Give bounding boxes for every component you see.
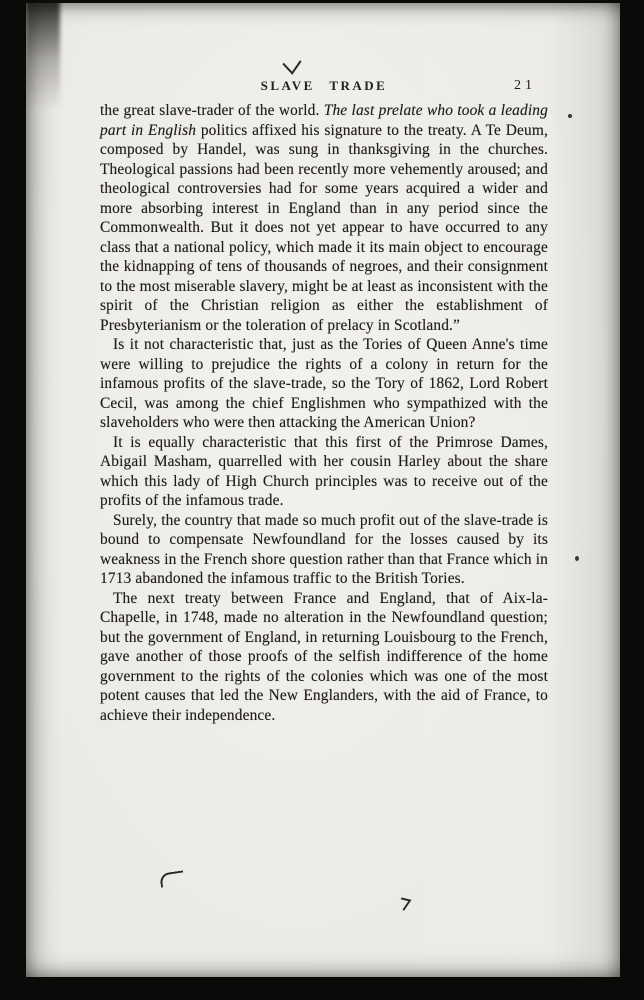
paragraph xyxy=(100,101,548,335)
ink-blob xyxy=(4,128,22,152)
ink-blob xyxy=(8,638,15,647)
page-number: 21 xyxy=(514,78,536,93)
paragraph: Is it not characteristic that, just as the Tories of Queen Anne's time were willing to prejudice the rights of a colony in return for the infamous profits of the slave-trade, so the Tory of 1862, Lord Robert Cecil, was among the chief Englishmen who sympathized with the slaveholders who were then attacking the American Union? xyxy=(100,336,548,431)
ink-blob xyxy=(6,294,16,310)
paragraph-italic-text: The last prelate who took a leading part in English xyxy=(100,102,548,139)
text-block xyxy=(100,101,548,725)
page-header xyxy=(100,78,548,96)
paragraph: Surely, the country that made so much profit out of the slave-trade is bound to compensate Newfoundland for the losses caused by its weakness in the French shore question rather than that France which in 1713 abandoned the infamous traffic to the British Tories. xyxy=(100,511,548,587)
paragraph: It is equally characteristic that this first of the Primrose Dames, Abigail Masham, quarrelled with her cousin Harley about the share which this lady of High Church principles was to receive out of the profits of the infamous trade. xyxy=(100,433,548,509)
paragraph-text: the great slave-trader of the world. xyxy=(100,102,324,119)
paragraph: The next treaty between France and England, that of Aix-la-Chapelle, in 1748, made no alteration in the Newfoundland question; but the government of England, in returning Louisbourg to the French, gave another of those proofs of the selfish indifference of the home government to the rights of the colonies which was one of the most potent causes that led the New Englanders, with the aid of France, to achieve their independence. xyxy=(100,589,548,724)
paragraph-text: politics affixed his signature to the treaty. A Te Deum, composed by Handel, was sung in thanksgiving in the churches. Theological passions had been recently more vehemently aroused; and theological controversies had for some years acquired a wider and more absorbing interest in England than in any period since the Commonwealth. But it does not yet appear to have occurred to any class that a national policy, which made it its main object to encourage the kidnapping of tens of thousands of negroes, and their consignment to the most miserable slavery, might be at least as inconsistent with the spirit of the Christian religion as either the establishment of Presbyterianism or the toleration of prelacy in Scotland.” xyxy=(100,121,548,334)
header-title: SLAVE TRADE xyxy=(260,78,388,93)
